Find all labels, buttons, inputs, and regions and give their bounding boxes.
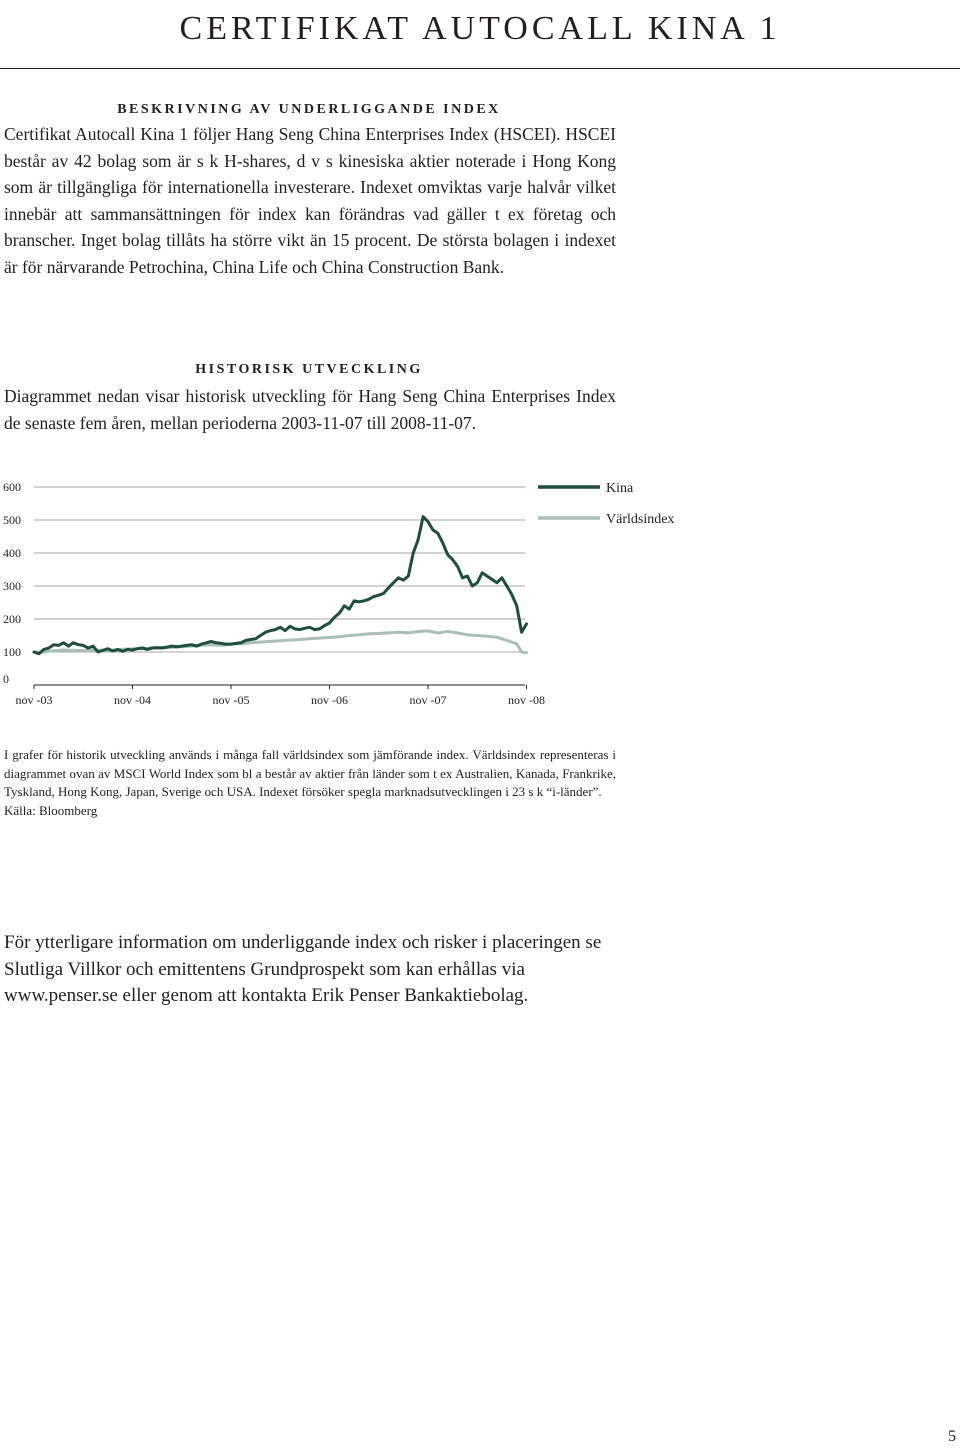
source-text: Källa: Bloomberg	[4, 802, 98, 818]
y-tick-label: 400	[3, 546, 21, 560]
more-info-text: För ytterligare information om underliggande index och risker i placeringen se Slutliga Villkor och emittentens Grundprospekt som kan erhållas via www.penser.se eller genom att kontakta Erik Penser Bankaktiebolag.	[4, 932, 602, 1006]
y-tick-label: 600	[3, 480, 21, 494]
legend-label: Kina	[606, 481, 634, 496]
y-tick-label: 500	[3, 513, 21, 527]
x-tick-label: nov -04	[114, 693, 151, 707]
x-tick-label: nov -08	[508, 693, 545, 707]
history-chart	[0, 470, 700, 720]
x-tick-label: nov -07	[409, 693, 447, 707]
y-tick-label: 300	[3, 579, 21, 593]
history-paragraph	[4, 383, 616, 436]
description-paragraph	[4, 121, 616, 280]
section-heading-description: BESKRIVNING AV UNDERLIGGANDE INDEX	[117, 102, 501, 117]
footnote-text: I grafer för historik utveckling används i många fall världsindex som jämförande index. Världsindex representeras i diagrammet ovan av MSCI World Index som bl a består av aktier från länder som t ex Australien, Kanada, Frankrike, Tyskland, Hong Kong, Japan, Sverige och USA. Indexet försöker spegla marknadsutvecklingen i 23 s k “i-länder”.	[4, 747, 616, 799]
y-tick-label: 0	[3, 672, 9, 686]
x-tick-label: nov -06	[311, 693, 348, 707]
description-text: Certifikat Autocall Kina 1 följer Hang Seng China Enterprises Index (HSCEI). HSCEI består av 42 bolag som är s k H-shares, d v s kinesiska aktier noterade i Hong Kong som är tillgängliga för internationella investerare. Indexet omviktas varje halvår vilket innebär att sammansättningen för index kan förändras vad gäller t ex företag och branscher. Inget bolag tillåts ha större vikt än 15 procent. De största bolagen i indexet är för närvarande Petrochina, China Life och China Construction Bank.	[4, 124, 616, 277]
page-number: 5	[948, 1428, 956, 1445]
history-text: Diagrammet nedan visar historisk utveckling för Hang Seng China Enterprises Index de senaste fem åren, mellan perioderna 2003-11-07 till 2008-11-07.	[4, 386, 616, 433]
y-tick-label: 100	[3, 645, 21, 659]
title-divider	[0, 68, 960, 69]
x-tick-label: nov -05	[212, 693, 250, 707]
chart-footnote	[4, 746, 616, 820]
page-title: CERTIFIKAT AUTOCALL KINA 1	[179, 10, 781, 47]
legend-label: Världsindex	[606, 512, 675, 527]
section-heading-history: HISTORISK UTVECKLING	[195, 362, 423, 377]
y-tick-label: 200	[3, 612, 21, 626]
x-tick-label: nov -03	[15, 693, 53, 707]
more-info-paragraph	[4, 930, 616, 1010]
